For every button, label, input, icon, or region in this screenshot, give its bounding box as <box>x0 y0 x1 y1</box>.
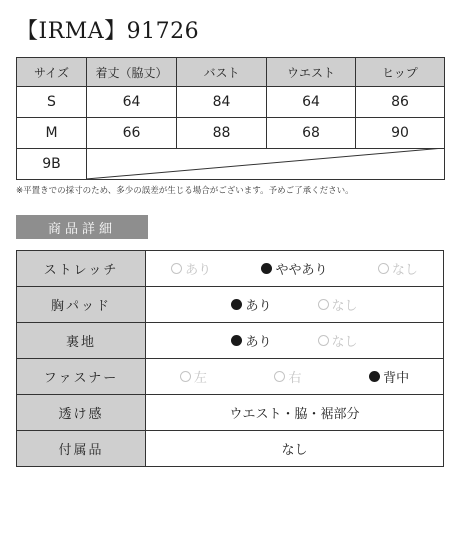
waist-cell: 64 <box>267 87 356 118</box>
circle-outline-icon <box>318 335 329 346</box>
circle-filled-icon <box>231 335 242 346</box>
circle-outline-icon <box>171 263 182 274</box>
detail-value: なし <box>146 431 444 467</box>
hip-cell: 90 <box>356 118 445 149</box>
waist-header: ウエスト <box>267 58 356 87</box>
detail-label: 付属品 <box>17 431 146 467</box>
detail-label: 裏地 <box>17 323 146 359</box>
option-label: なし <box>331 335 358 350</box>
detail-label: ファスナー <box>17 359 146 395</box>
option-label: 左 <box>193 371 207 386</box>
option <box>378 259 418 278</box>
size-table <box>16 57 445 180</box>
section-label: 商品詳細 <box>16 215 148 239</box>
size-cell: 9B <box>17 149 87 180</box>
waist-cell: 68 <box>267 118 356 149</box>
option-selected <box>231 295 271 314</box>
table-row <box>17 87 445 118</box>
option-label: あり <box>185 263 212 278</box>
size-cell: M <box>17 118 87 149</box>
hip-header: ヒップ <box>356 58 445 87</box>
circle-outline-icon <box>180 371 191 382</box>
detail-row-fastener <box>17 359 444 395</box>
detail-value: ウエスト・脇・裾部分 <box>146 395 444 431</box>
option <box>318 295 358 314</box>
option-selected <box>369 367 409 386</box>
detail-row-lining <box>17 323 444 359</box>
pad-options <box>146 287 444 323</box>
detail-row-stretch <box>17 251 444 287</box>
option-label: あり <box>245 335 272 350</box>
detail-row-pad <box>17 287 444 323</box>
circle-outline-icon <box>378 263 389 274</box>
hip-cell: 86 <box>356 87 445 118</box>
circle-outline-icon <box>274 371 285 382</box>
fastener-options <box>146 359 444 395</box>
size-cell: S <box>17 87 87 118</box>
option-label: なし <box>331 299 358 314</box>
length-header: 着丈（脇丈） <box>87 58 177 87</box>
circle-filled-icon <box>231 299 242 310</box>
page-title: 【IRMA】91726 <box>16 19 200 44</box>
option-label: 背中 <box>383 371 410 386</box>
size-header: サイズ <box>17 58 87 87</box>
option-selected <box>231 331 271 350</box>
detail-row-sheer <box>17 395 444 431</box>
option-label: あり <box>245 299 272 314</box>
option-selected <box>261 259 327 278</box>
bust-cell: 84 <box>177 87 267 118</box>
length-cell: 66 <box>87 118 177 149</box>
circle-outline-icon <box>318 299 329 310</box>
detail-label: ストレッチ <box>17 251 146 287</box>
lining-options <box>146 323 444 359</box>
measurement-note: ※平置きでの採寸のため、多少の誤差が生じる場合がございます。予めご了承ください。 <box>16 186 354 196</box>
stretch-options <box>146 251 444 287</box>
option <box>318 331 358 350</box>
option <box>274 367 301 386</box>
option-label: なし <box>391 263 418 278</box>
bust-cell: 88 <box>177 118 267 149</box>
circle-filled-icon <box>369 371 380 382</box>
option <box>180 367 207 386</box>
bust-header: バスト <box>177 58 267 87</box>
circle-filled-icon <box>261 263 272 274</box>
table-row <box>17 118 445 149</box>
detail-row-accessories <box>17 431 444 467</box>
detail-table <box>16 250 444 467</box>
detail-label: 胸パッド <box>17 287 146 323</box>
option-label: ややあり <box>275 263 328 278</box>
detail-label: 透け感 <box>17 395 146 431</box>
option-label: 右 <box>288 371 302 386</box>
size-table-header-row <box>17 58 445 87</box>
length-cell: 64 <box>87 87 177 118</box>
empty-merged-cell <box>87 149 445 180</box>
option <box>171 259 211 278</box>
table-row <box>17 149 445 180</box>
